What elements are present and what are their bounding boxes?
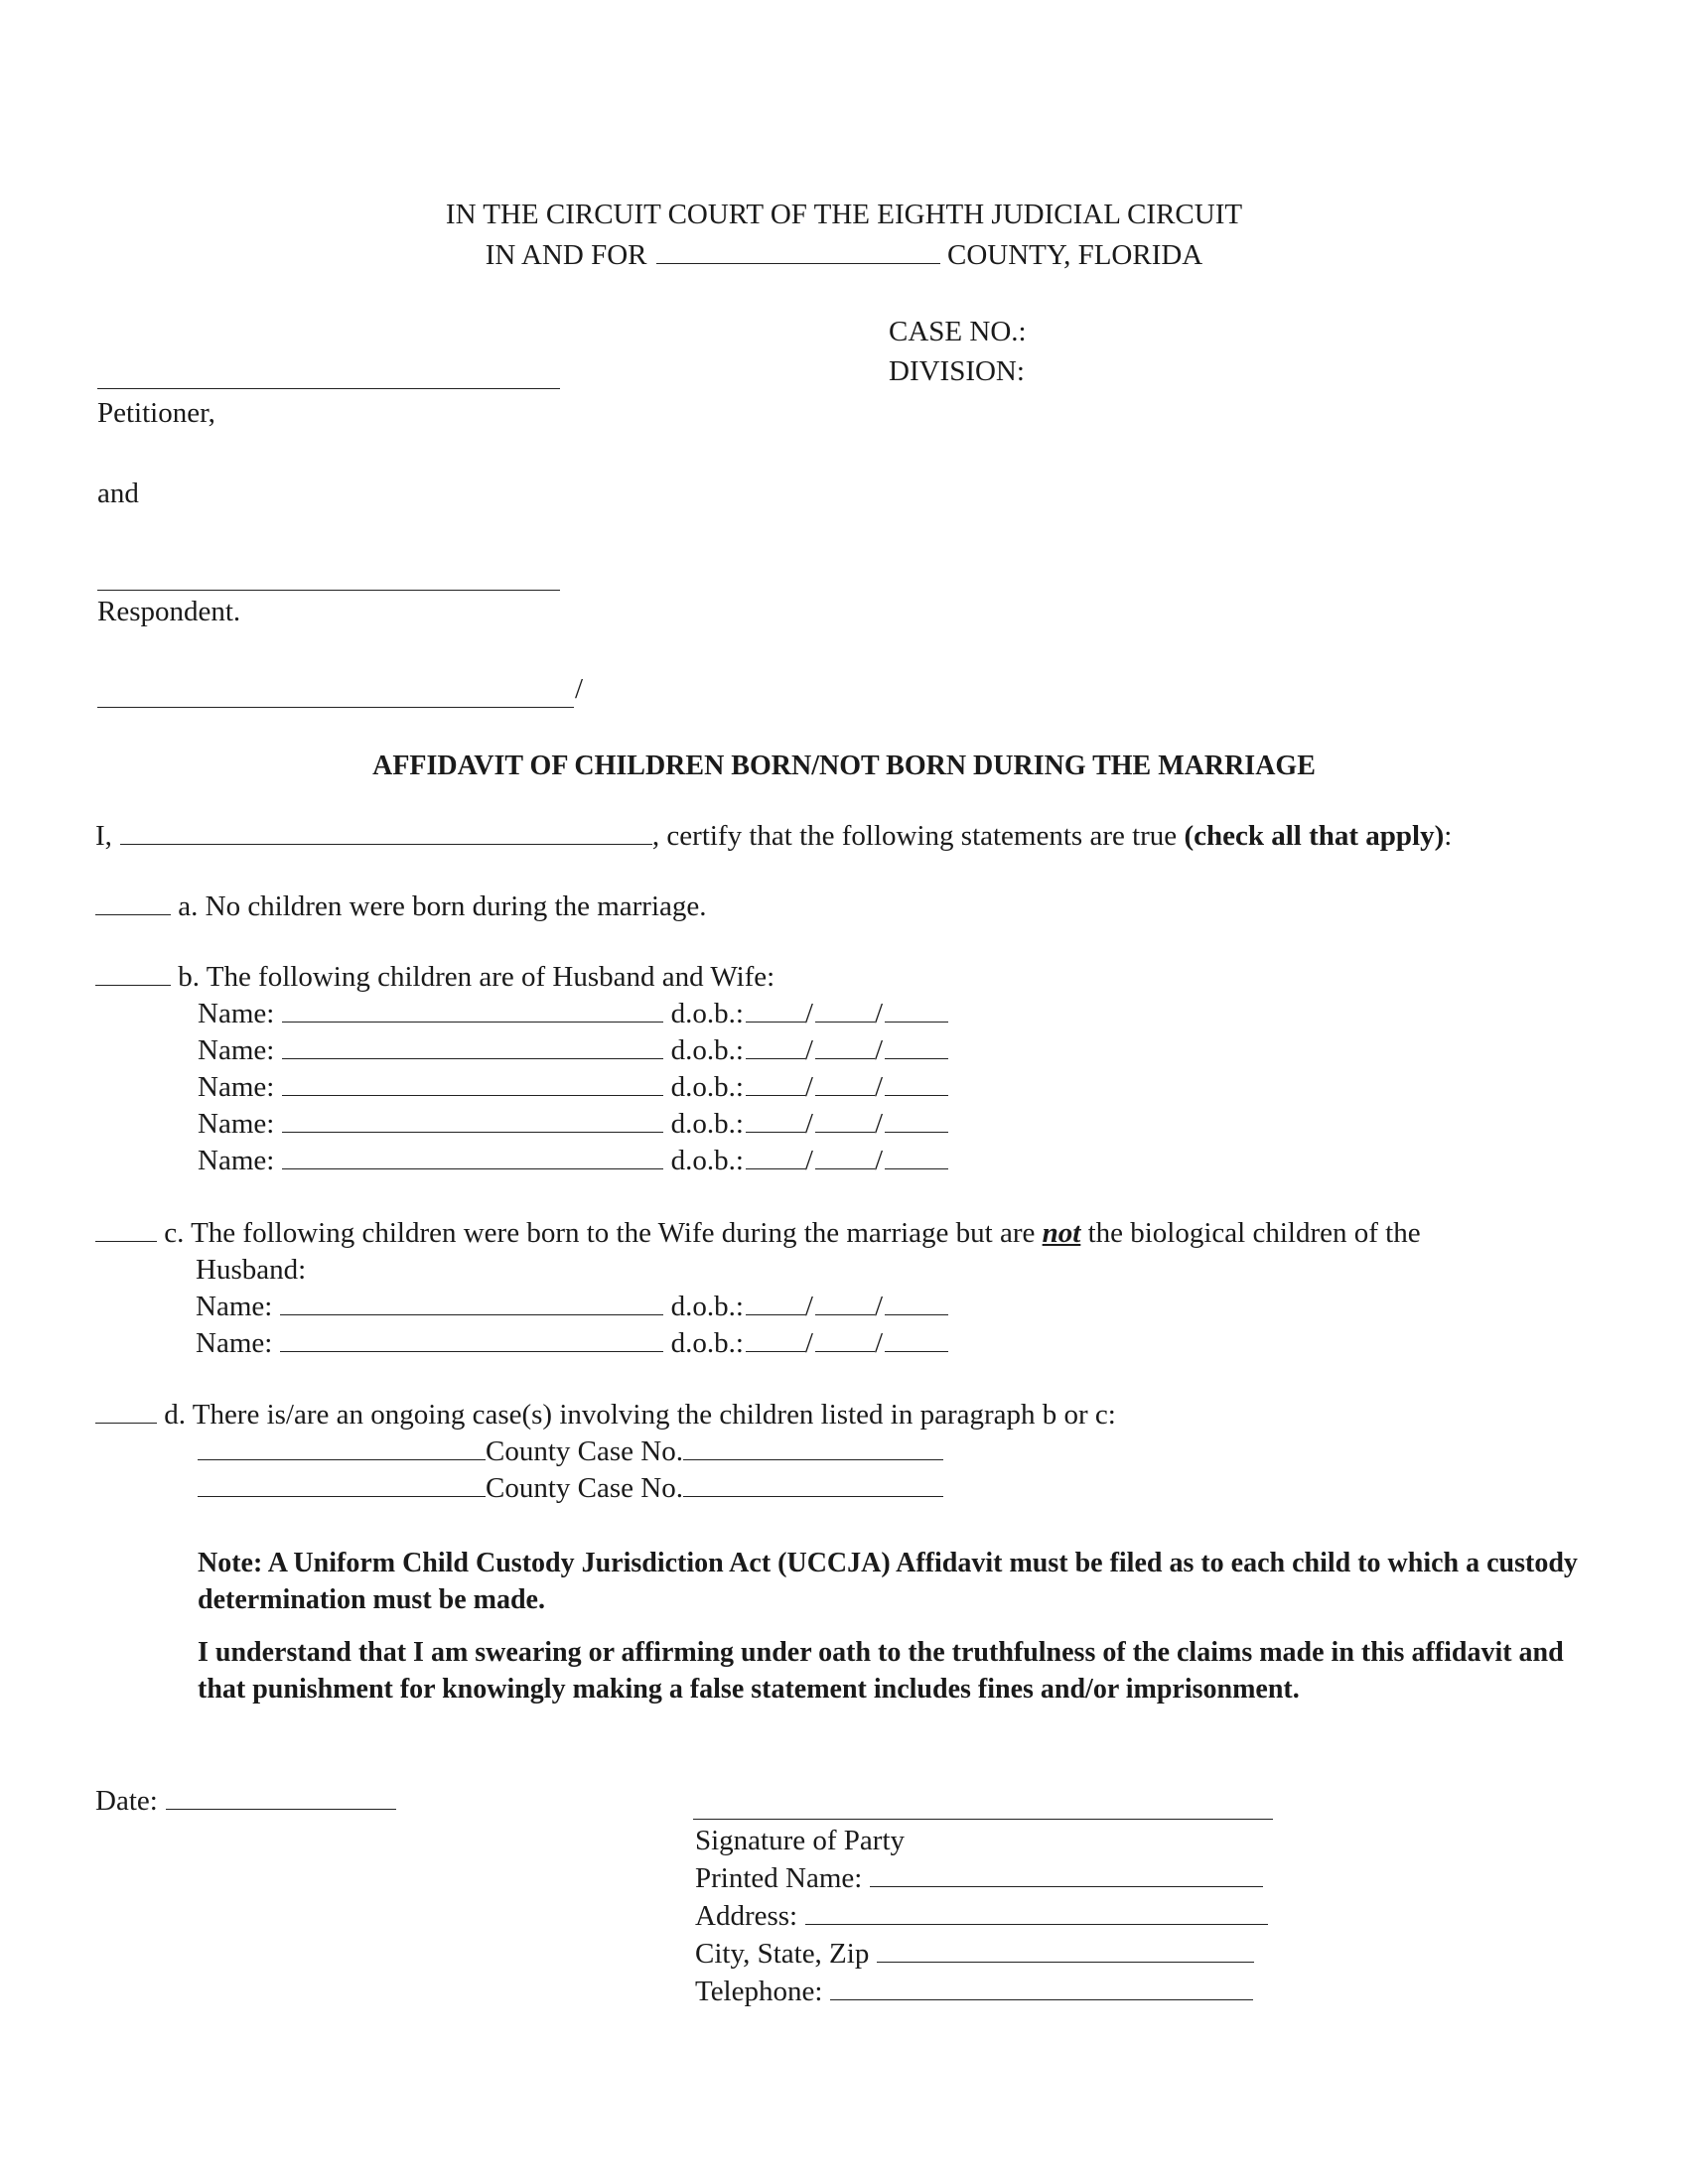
case-no-label: CASE NO.: — [889, 316, 1027, 347]
telephone-row — [695, 1976, 1253, 2008]
telephone-field[interactable] — [830, 1976, 1253, 2000]
affiant-name-field[interactable] — [120, 820, 652, 845]
dob-year-field[interactable] — [885, 1034, 948, 1059]
child-row: Name: d.o.b.: / / — [198, 1108, 948, 1141]
item-b-checkbox[interactable] — [95, 961, 171, 986]
certify-bold: (check all that apply) — [1184, 820, 1445, 852]
date-field[interactable] — [166, 1785, 396, 1810]
signature-label: Signature of Party — [695, 1825, 906, 1856]
item-d — [95, 1399, 1116, 1432]
name-label: Name: — [198, 1071, 275, 1103]
dob-day-field[interactable] — [815, 1327, 875, 1352]
case-number-field[interactable] — [683, 1472, 943, 1497]
certify-statement — [95, 820, 1452, 853]
certify-text: , certify that the following statements are true — [651, 820, 1178, 852]
dob-day-field[interactable] — [815, 1291, 875, 1315]
dob-year-field[interactable] — [885, 1327, 948, 1352]
county-name-field[interactable] — [198, 1435, 486, 1460]
item-a-checkbox[interactable] — [95, 890, 171, 915]
division-label: DIVISION: — [889, 355, 1025, 387]
item-d-text: d. There is/are an ongoing case(s) involving the children listed in paragraph b or c: — [164, 1399, 1116, 1431]
printed-name-label: Printed Name: — [695, 1862, 863, 1894]
child-row: Name: d.o.b.: / / — [198, 1034, 948, 1067]
dob-day-field[interactable] — [815, 1145, 875, 1169]
item-c — [95, 1217, 1421, 1250]
child-name-field[interactable] — [282, 1034, 663, 1059]
dob-day-field[interactable] — [815, 1071, 875, 1096]
address-label: Address: — [695, 1900, 798, 1932]
child-name-field[interactable] — [282, 998, 663, 1023]
dob-label: d.o.b.: — [670, 1291, 744, 1322]
printed-name-field[interactable] — [870, 1862, 1263, 1887]
dob-year-field[interactable] — [885, 1145, 948, 1169]
printed-name-row — [695, 1862, 1263, 1895]
dob-year-field[interactable] — [885, 1291, 948, 1315]
in-and-for-label: IN AND FOR — [485, 239, 647, 271]
court-heading: IN THE CIRCUIT COURT OF THE EIGHTH JUDICIAL CIRCUIT — [445, 199, 1243, 230]
telephone-label: Telephone: — [695, 1976, 823, 2007]
date-row — [95, 1785, 396, 1818]
respondent-field[interactable] — [97, 590, 560, 591]
city-state-zip-label: City, State, Zip — [695, 1938, 870, 1970]
dob-month-field[interactable] — [746, 1327, 805, 1352]
county-case-label: County Case No. — [486, 1435, 683, 1467]
county-florida-label: COUNTY, FLORIDA — [946, 239, 1203, 271]
item-c-text: c. The following children were born to the Wife during the marriage but are — [164, 1217, 1036, 1249]
address-row — [695, 1900, 1268, 1933]
county-heading — [0, 239, 1688, 272]
county-case-label: County Case No. — [486, 1472, 683, 1504]
item-c-husband: Husband: — [196, 1254, 307, 1286]
and-label: and — [97, 478, 139, 509]
item-a — [95, 890, 707, 923]
certify-prefix: I, — [95, 820, 112, 852]
petitioner-field[interactable] — [97, 388, 560, 389]
item-c-checkbox[interactable] — [95, 1217, 157, 1242]
item-b — [95, 961, 774, 994]
dob-day-field[interactable] — [815, 998, 875, 1023]
oath-statement: I understand that I am swearing or affirming under oath to the truthfulness of the claims made in this affidavit and that punishment for knowingly making a false statement includes fines and/or imprisonment. — [198, 1637, 1564, 1705]
address-field[interactable] — [805, 1900, 1268, 1925]
child-name-field[interactable] — [282, 1145, 663, 1169]
county-name-field[interactable] — [198, 1472, 486, 1497]
dob-label: d.o.b.: — [670, 1108, 744, 1140]
county-field[interactable] — [656, 239, 940, 264]
name-label: Name: — [196, 1327, 273, 1359]
dob-year-field[interactable] — [885, 998, 948, 1023]
city-state-zip-row — [695, 1938, 1254, 1971]
case-number-field[interactable] — [683, 1435, 943, 1460]
caption-end-line — [97, 707, 574, 708]
document-title: AFFIDAVIT OF CHILDREN BORN/NOT BORN DURING THE MARRIAGE — [372, 751, 1316, 781]
signature-field[interactable] — [693, 1819, 1273, 1820]
county-case-row — [198, 1435, 943, 1468]
name-label: Name: — [198, 1034, 275, 1066]
child-name-field[interactable] — [280, 1327, 663, 1352]
dob-label: d.o.b.: — [670, 1071, 744, 1103]
item-c-not: not — [1042, 1217, 1081, 1249]
dob-month-field[interactable] — [746, 1071, 805, 1096]
child-name-field[interactable] — [282, 1108, 663, 1133]
item-c-text-2: the biological children of the — [1087, 1217, 1421, 1249]
child-name-field[interactable] — [280, 1291, 663, 1315]
child-row: Name: d.o.b.: / / — [198, 1145, 948, 1177]
dob-month-field[interactable] — [746, 998, 805, 1023]
name-label: Name: — [198, 998, 275, 1029]
respondent-label: Respondent. — [97, 596, 241, 627]
dob-month-field[interactable] — [746, 1145, 805, 1169]
dob-year-field[interactable] — [885, 1071, 948, 1096]
name-label: Name: — [198, 1145, 275, 1176]
child-row: Name: d.o.b.: / / — [198, 1071, 948, 1104]
dob-year-field[interactable] — [885, 1108, 948, 1133]
child-row: Name: d.o.b.: / / — [198, 998, 948, 1030]
item-d-checkbox[interactable] — [95, 1399, 157, 1424]
dob-label: d.o.b.: — [670, 998, 744, 1029]
name-label: Name: — [196, 1291, 273, 1322]
dob-month-field[interactable] — [746, 1108, 805, 1133]
child-name-field[interactable] — [282, 1071, 663, 1096]
caption-slash: / — [575, 673, 584, 705]
item-a-text: a. No children were born during the marriage. — [178, 890, 707, 922]
dob-day-field[interactable] — [815, 1034, 875, 1059]
county-case-row — [198, 1472, 943, 1505]
name-label: Name: — [198, 1108, 275, 1140]
date-label: Date: — [95, 1785, 158, 1817]
city-state-zip-field[interactable] — [877, 1938, 1254, 1963]
uccja-note: Note: A Uniform Child Custody Jurisdiction Act (UCCJA) Affidavit must be filed as to each child to which a custody determination must be made. — [198, 1548, 1578, 1615]
petitioner-label: Petitioner, — [97, 397, 215, 429]
dob-label: d.o.b.: — [670, 1034, 744, 1066]
child-row: Name: d.o.b.: / / — [196, 1291, 948, 1323]
child-row: Name: d.o.b.: / / — [196, 1327, 948, 1360]
dob-month-field[interactable] — [746, 1291, 805, 1315]
item-b-text: b. The following children are of Husband and Wife: — [178, 961, 775, 993]
certify-suffix: : — [1444, 820, 1453, 852]
dob-month-field[interactable] — [746, 1034, 805, 1059]
dob-label: d.o.b.: — [670, 1327, 744, 1359]
dob-day-field[interactable] — [815, 1108, 875, 1133]
dob-label: d.o.b.: — [670, 1145, 744, 1176]
